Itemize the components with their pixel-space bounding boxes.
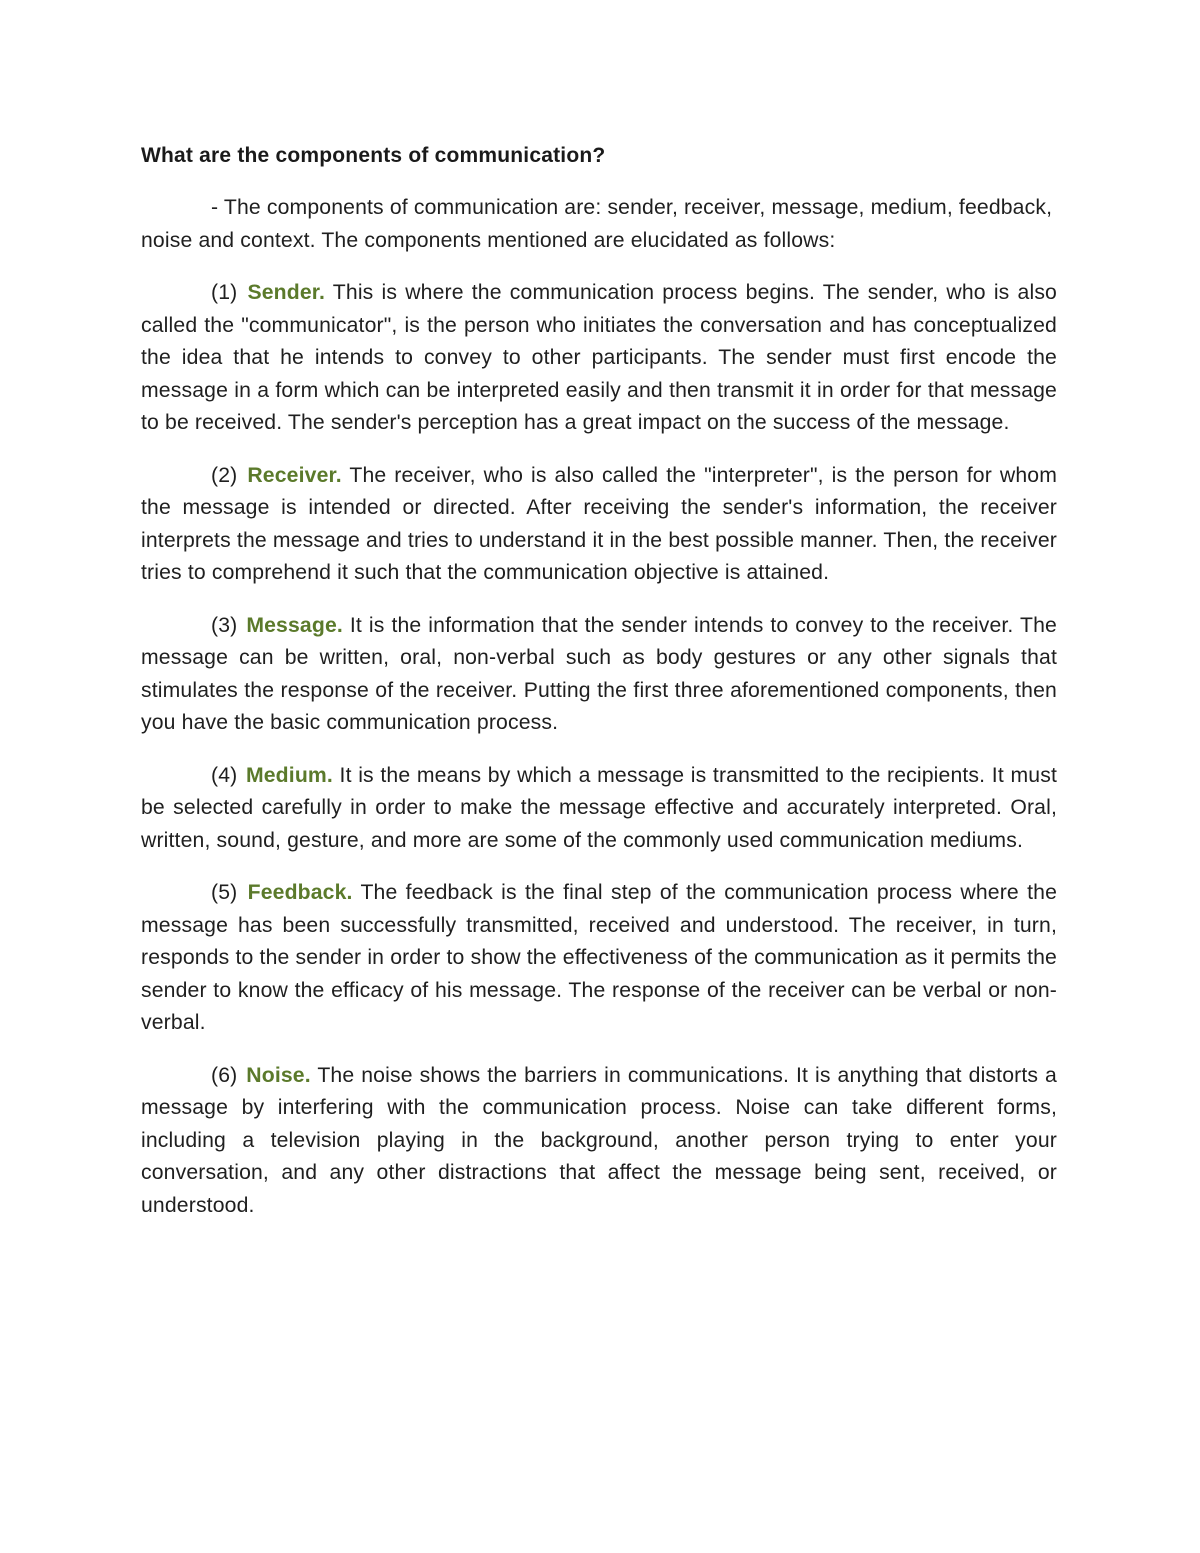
section-message [141, 610, 1057, 740]
section-term: Medium. [245, 763, 333, 787]
section-text: The feedback is the final step of the communication process where the message has been successfully transmitted, received and understood. The receiver, in turn, responds to the sender in order to show the effectiveness of the communication as it permits the sender to know the efficacy of his message. The response of the receiver can be verbal or non-verbal. [141, 881, 1058, 1034]
section-term: Noise. [246, 1063, 311, 1087]
section-medium [141, 760, 1057, 858]
section-number: (1) [211, 281, 238, 304]
section-receiver [141, 460, 1057, 590]
section-noise [141, 1060, 1057, 1223]
document-heading: What are the components of communication? [141, 144, 606, 167]
section-text: It is the means by which a message is transmitted to the recipients. It must be selected carefully in order to make the message effective and accurately interpreted. Oral, written, sound, gesture, and more are some of the commonly used communication mediums. [141, 763, 1057, 852]
section-number: (4) [211, 763, 238, 787]
section-text: This is where the communication process begins. The sender, who is also called the "communicator", is the person who initiates the conversation and has conceptualized the idea that he intends to convey to other participants. The sender must first encode the message in a form which can be interpreted easily and then transmit it in order for that message to be received. The sender's perception has a great impact on the success of the message. [141, 281, 1057, 434]
section-term: Sender. [247, 281, 326, 304]
section-feedback [141, 877, 1057, 1040]
section-number: (6) [211, 1063, 238, 1087]
section-number: (3) [211, 613, 238, 637]
intro-paragraph: - The components of communication are: sender, receiver, message, medium, feedback, noise and context. The components mentioned are elucidated as follows: [141, 196, 1053, 252]
section-term: Feedback. [247, 881, 353, 904]
section-text: The noise shows the barriers in communications. It is anything that distorts a message by interfering with the communication process. Noise can take different forms, including a television playing in the background, another person trying to enter your conversation, and any other distractions that affect the message being sent, received, or understood. [141, 1063, 1057, 1217]
section-number: (5) [211, 881, 238, 904]
document-page [141, 140, 1057, 1242]
section-text: The receiver, who is also called the "interpreter", is the person for whom the message is intended or directed. After receiving the sender's information, the receiver interprets the message and tries to understand it in the best possible manner. Then, the receiver tries to comprehend it such that the communication objective is attained. [141, 463, 1057, 584]
section-text: It is the information that the sender intends to convey to the receiver. The message can be written, oral, non-verbal such as body gestures or any other signals that stimulates the response of the receiver. Putting the first three aforementioned components, then you have the basic communication process. [141, 613, 1057, 734]
section-number: (2) [211, 463, 238, 487]
section-term: Receiver. [247, 463, 342, 487]
section-term: Message. [246, 613, 343, 637]
section-sender [141, 277, 1057, 440]
